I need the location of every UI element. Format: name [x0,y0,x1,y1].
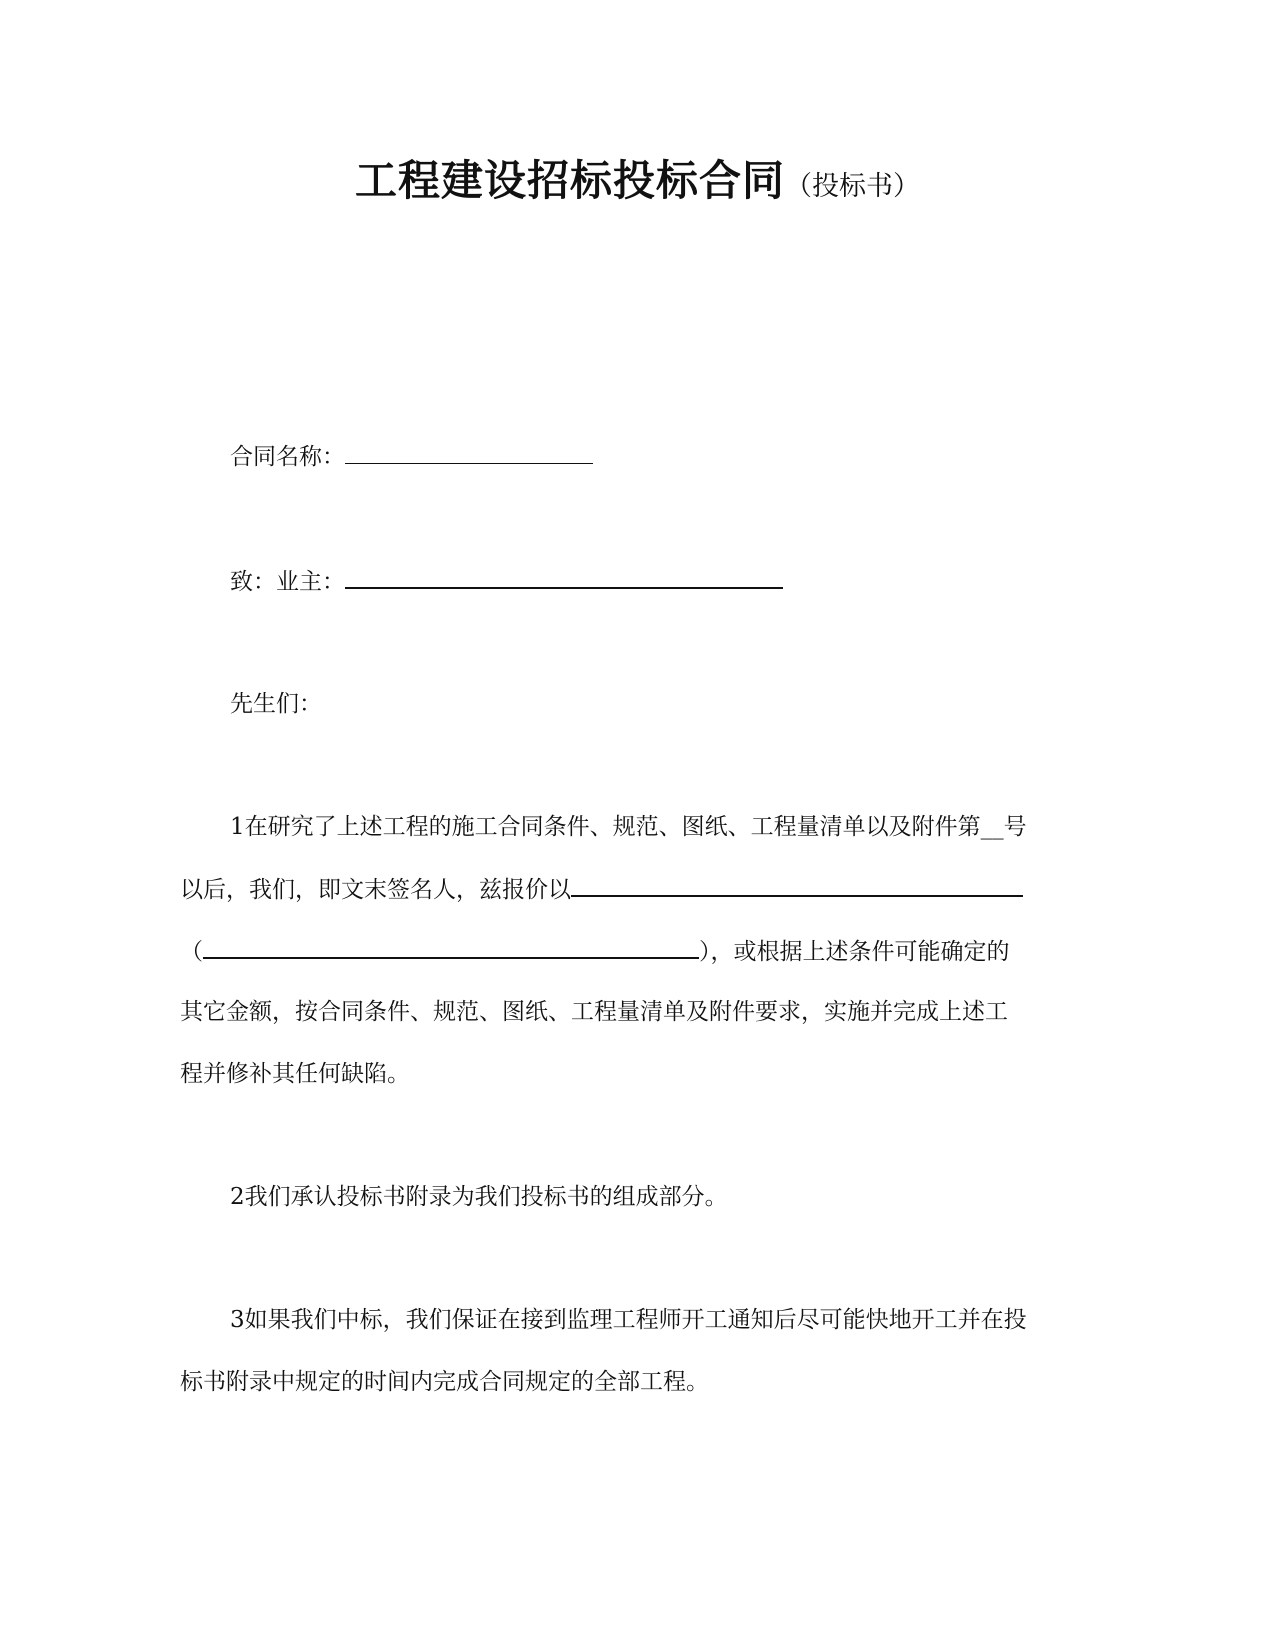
clause1-line1-text: 1在研究了上述工程的施工合同条件、规范、图纸、工程量清单以及附件第__号 [230,814,1027,840]
clause1-line5-text: 程并修补其任何缺陷。 [180,1061,410,1087]
clause1-line2-text: 以后，我们，即文末签名人，兹报价以 [180,877,571,903]
title-sub: （投标书） [785,171,920,202]
clause3-line2-text: 标书附录中规定的时间内完成合同规定的全部工程。 [180,1369,709,1395]
salutation: 先生们： [230,691,322,717]
document-title [0,148,1275,208]
bid-amount-blank[interactable] [571,873,1023,897]
clause1-line4-text: 其它金额，按合同条件、规范、图纸、工程量清单及附件要求，实施并完成上述工 [180,999,1008,1025]
clause1-open-paren: （ [180,939,203,965]
clause1-line1 [230,811,1036,843]
to-owner-row [230,565,783,598]
clause1-line3-text: ），或根据上述条件可能确定的 [699,939,1010,965]
contract-name-row [230,441,593,473]
contract-name-blank[interactable] [345,441,593,464]
clause1-line5 [180,1058,410,1090]
clause1-line4 [180,996,1008,1028]
clause3-line1 [230,1304,1027,1336]
owner-blank[interactable] [345,565,783,589]
contract-name-label: 合同名称： [230,444,345,470]
clause2 [230,1181,728,1213]
to-owner-label: 致：业主： [230,569,345,595]
clause1-line2 [180,873,1023,906]
clause3-line1-text: 3如果我们中标，我们保证在接到监理工程师开工通知后尽可能快地开工并在投 [230,1307,1027,1333]
clause1-line3 [180,935,1010,968]
clause2-text: 2我们承认投标书附录为我们投标书的组成部分。 [230,1184,728,1210]
title-main: 工程建设招标投标合同 [354,156,785,205]
bid-amount-words-blank[interactable] [203,935,699,959]
clause3-line2 [180,1366,709,1398]
